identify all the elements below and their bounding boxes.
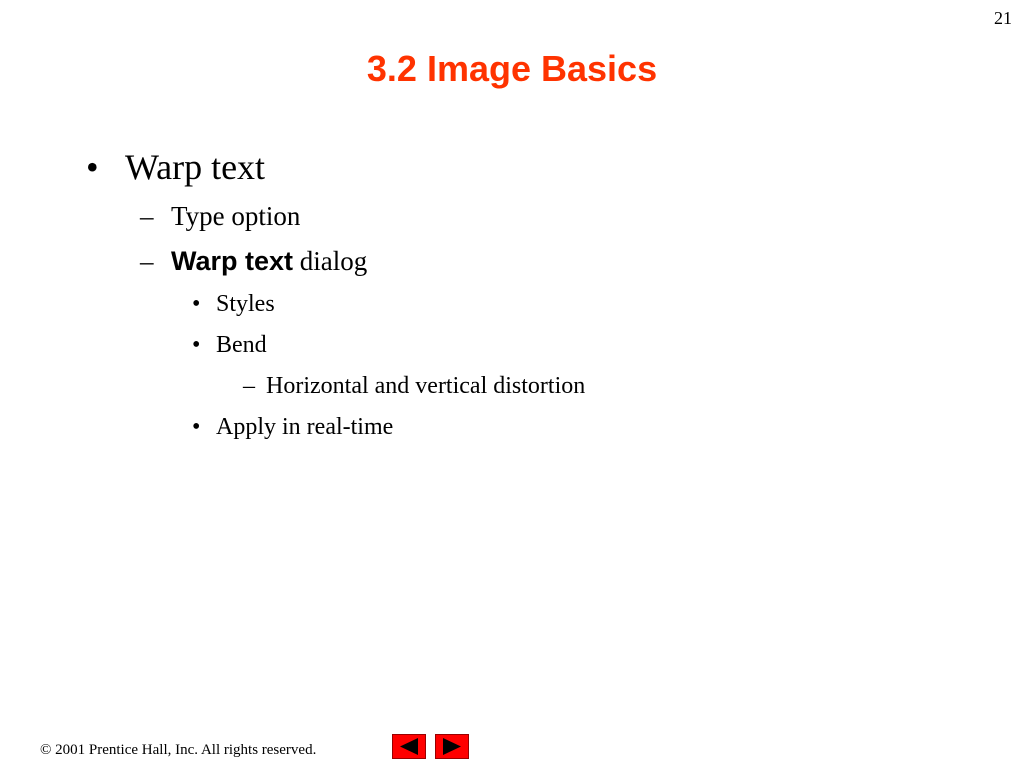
sub-bullet-marker: – — [140, 201, 154, 231]
level4-bullet-text: Horizontal and vertical distortion — [266, 373, 586, 399]
sub-bullet-line — [171, 246, 367, 277]
sub-sub-bullet-marker: • — [192, 332, 201, 358]
sub-sub-bullet-text: Apply in real-time — [216, 414, 394, 440]
previous-slide-button[interactable] — [392, 734, 426, 759]
sub-bullet-text: dialog — [299, 246, 368, 276]
sub-sub-bullet-marker: • — [192, 414, 201, 440]
right-triangle-icon — [436, 735, 468, 758]
sub-sub-bullet-text: Bend — [216, 332, 267, 358]
level4-bullet-marker: – — [243, 373, 255, 399]
sub-bullet-marker: – — [140, 246, 154, 276]
sub-bullet-text: Type option — [171, 201, 301, 231]
sub-sub-bullet-text: Styles — [216, 291, 275, 317]
slide-title: 3.2 Image Basics — [366, 48, 658, 89]
bullet-marker: • — [86, 147, 99, 187]
bullet-text: Warp text — [125, 147, 266, 187]
sub-bullet-bold-text: Warp text — [171, 246, 294, 276]
sub-sub-bullet-marker: • — [192, 291, 201, 317]
left-triangle-icon — [393, 735, 425, 758]
copyright-footer: © 2001 Prentice Hall, Inc. All rights reserved. — [40, 742, 317, 758]
next-slide-button[interactable] — [435, 734, 469, 759]
page-number: 21 — [994, 8, 1012, 28]
